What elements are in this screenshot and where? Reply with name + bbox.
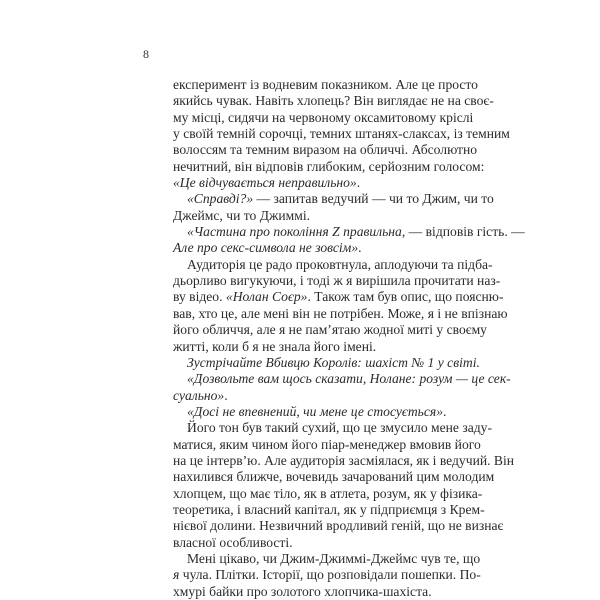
text-segment: житті, коли б я не знала його імені. [173,338,377,354]
text-line [173,126,510,142]
text-line [173,404,449,420]
text-line [173,191,494,207]
text-segment: на це інтерв’ю. Але аудиторія засміялася, як і ведучий. Він [173,452,515,468]
text-segment: — запитав ведучий — чи то Джим, чи то [253,191,494,207]
italic-text: «Це відчувається неправильно» [173,175,357,191]
text-segment: . [356,175,361,191]
text-line [173,485,483,502]
text-line [173,354,480,371]
text-segment: . [224,387,228,403]
text-segment: у своїй темній сорочці, темних штанях-слаксах, із темним [173,126,510,142]
text-segment: нієвої долини. Незвичний вродливий геній, що не визнає [173,518,504,534]
text-line [173,339,449,355]
text-line [173,550,481,567]
page-number: 8 [143,47,149,61]
text-segment: Джеймс, чи то Джиммі. [173,207,311,223]
text-line [173,371,511,387]
text-segment: му місці, сидячи на червоному оксамитовому кріслі [173,109,474,125]
text-segment: його обличчя, але я не пам’ятаю жодної миті у своєму [173,322,487,338]
text-line [173,420,492,436]
text-line [173,567,481,583]
text-line [173,224,525,240]
text-segment: нахилився ближче, вочевидь зачарований цим молодим [173,469,495,485]
text-line [173,469,495,485]
text-line [173,305,508,322]
text-line [173,93,494,109]
italic-text: «Дозвольте вам щось сказати, Нолане: розум — це сек- [187,371,511,387]
text-segment: , — відповів гість. — [401,224,525,240]
text-line [173,77,478,93]
text-line [173,240,449,256]
text-line [173,436,481,453]
italic-text: «Нолан Соєр» [225,289,308,305]
text-segment: дьорливо вигукуючи, і тоді ж я вирішила прочитати наз- [173,273,501,289]
text-segment: . [443,403,447,419]
text-line [173,535,449,551]
text-segment: нечитний, він відповів глибоким, серйозним голосом: [173,158,485,174]
text-line [173,256,493,273]
italic-text: «Частина про покоління Z правильна [187,224,402,240]
text-segment: матися, яким чином його піар-менеджер вмовив його [173,436,481,452]
italic-text: Зустрічайте Вбивцю Королів: шахіст № 1 у світі. [187,354,480,370]
italic-text: Але про секс-символа не зовсім» [173,240,359,256]
text-line [173,388,449,404]
text-segment: теоретика, і власний капітал, як у підприємця з Крем- [173,501,485,517]
body-text [173,77,525,600]
italic-text: суально» [173,387,225,403]
italic-text: «Досі не впевнений, чи мене це стосується» [187,403,444,419]
text-segment: експеримент із водневим показником. Але це просто [173,77,478,92]
text-segment: чула. Плітки. Історії, що розповідали пошепки. По- [179,567,481,583]
text-segment: Мені цікаво, чи Джим-Джиммі-Джеймс чув те, що [187,550,481,566]
italic-text: «Справді?» [187,191,254,207]
text-line [173,584,449,600]
text-segment: волоссям та темним виразом на обличчі. Абсолютно [173,142,478,158]
text-line [173,518,504,534]
text-segment: хлопцем, що має тіло, як в атлета, розум, як у фізика- [173,485,483,501]
text-segment: Аудиторія це радо проковтнула, аплодуючи та підба- [187,256,493,272]
text-line [173,175,449,191]
text-line [173,501,485,518]
text-line [173,208,449,224]
text-segment: вав, хто це, але мені він не потрібен. Може, я і не впізнаю [173,305,508,321]
text-line [173,452,515,469]
text-segment: якийсь чувак. Навіть хлопець? Він виглядає не на своє- [173,93,494,109]
text-line [173,142,478,158]
text-line [173,289,504,305]
text-line [173,158,485,175]
text-segment: власної особливості. [173,534,293,550]
text-segment: хмурі байки про золотого хлопчика-шахіста. [173,583,432,599]
italic-text: я [173,567,180,583]
text-segment: . Також там був опис, що поясню- [307,289,504,305]
text-segment: Його тон був такий сухий, що це змусило мене заду- [187,420,492,436]
text-line [173,109,474,126]
text-segment: ву відео. [173,289,226,305]
text-line [173,322,487,338]
text-segment: . [358,240,362,256]
text-line [173,273,501,289]
